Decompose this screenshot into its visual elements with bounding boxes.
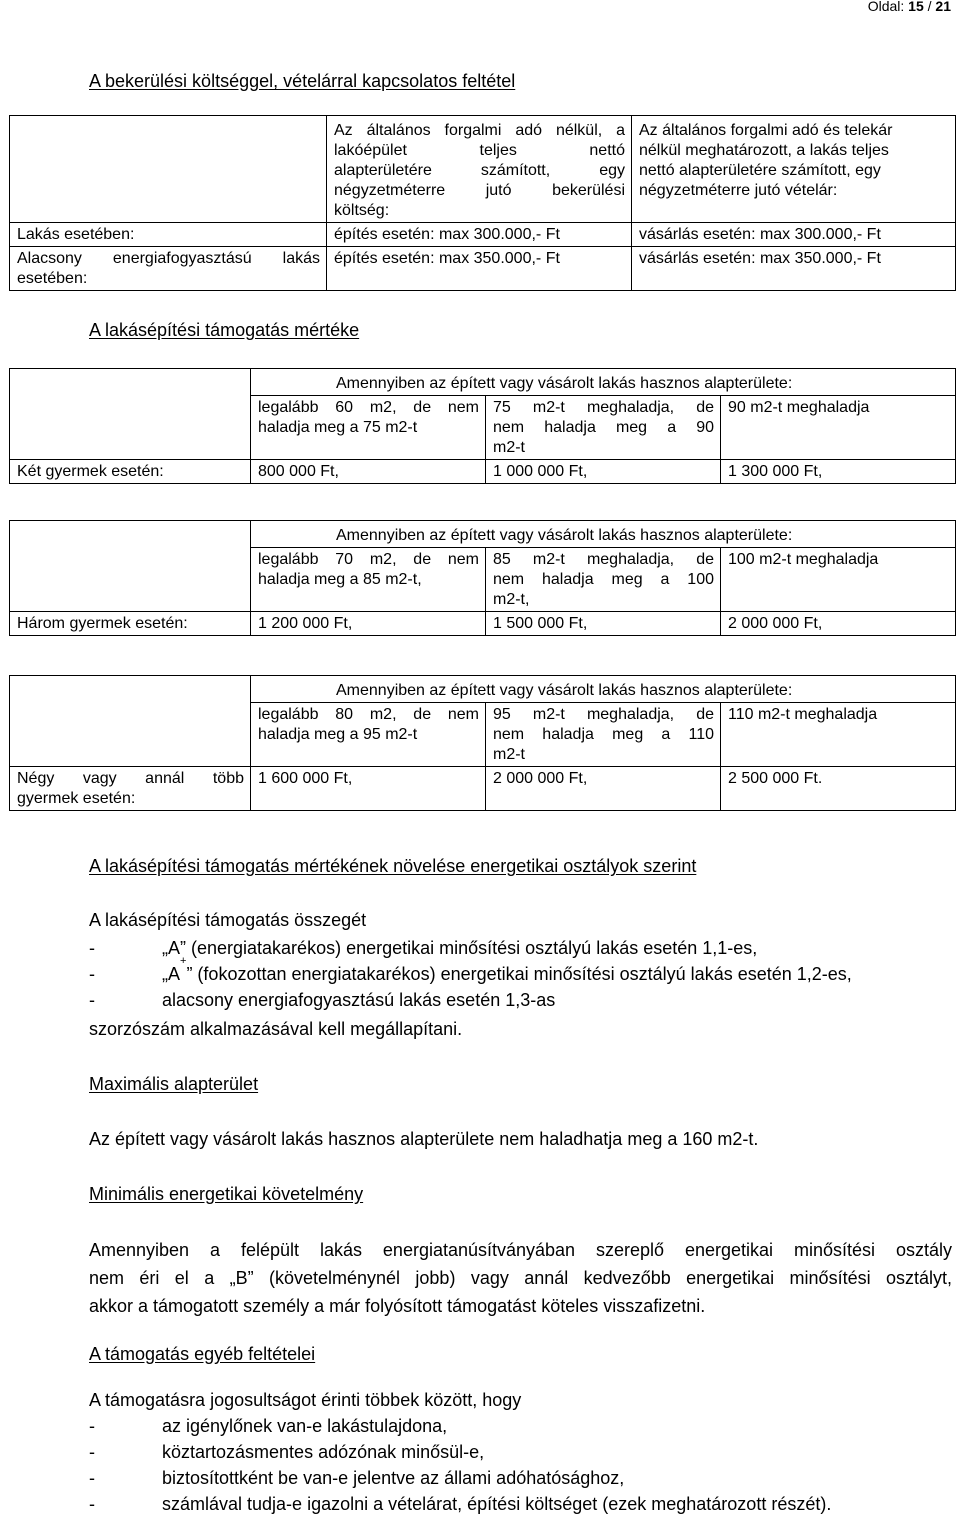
area-range-3: 100 m2-t meghaladja xyxy=(721,548,956,612)
area-header: Amennyiben az épített vagy vásárolt lakás hasznos alapterülete: xyxy=(251,369,956,396)
cost-header-purchase: Az általános forgalmi adó és telekár nélkül meghatározott, a lakás teljes nettó alapterületére számított, egy négyzetméterre jutó vételár: xyxy=(632,116,956,223)
amount-value: 1 500 000 Ft, xyxy=(486,612,721,636)
section-title-max-area: Maximális alapterület xyxy=(89,1074,259,1094)
section-title-other-conditions: A támogatás egyéb feltételei xyxy=(89,1344,316,1364)
list-item: - köztartozásmentes adózónak minősül-e, xyxy=(89,1442,485,1462)
table-row xyxy=(10,767,956,811)
section-title-energy-class: A lakásépítési támogatás mértékének növelése energetikai osztályok szerint xyxy=(89,856,697,876)
other-conditions-intro: A támogatásra jogosultságot érinti többek között, hogy xyxy=(89,1390,522,1410)
table-row xyxy=(10,247,956,291)
price-value: vásárlás esetén: max 300.000,- Ft xyxy=(632,223,956,247)
area-range-3: 110 m2-t meghaladja xyxy=(721,703,956,767)
support-table-three-children xyxy=(9,520,956,636)
row-label: Két gyermek esetén: xyxy=(10,460,251,484)
energy-intro: A lakásépítési támogatás összegét xyxy=(89,910,367,930)
cost-table xyxy=(9,115,956,291)
cost-value: építés esetén: max 300.000,- Ft xyxy=(327,223,632,247)
amount-value: 800 000 Ft, xyxy=(251,460,486,484)
area-range-1: legalább 80 m2, de nem haladja meg a 95 m2-t xyxy=(251,703,486,767)
price-value: vásárlás esetén: max 350.000,- Ft xyxy=(632,247,956,291)
support-table-four-children xyxy=(9,675,956,811)
row-label: Három gyermek esetén: xyxy=(10,612,251,636)
table-row xyxy=(10,116,956,223)
area-header: Amennyiben az épített vagy vásárolt lakás hasznos alapterülete: xyxy=(251,676,956,703)
list-item: - alacsony energiafogyasztású lakás esetén 1,3-as xyxy=(89,990,556,1010)
section-title-min-energy: Minimális energetikai követelmény xyxy=(89,1184,364,1204)
section-title-costs: A bekerülési költséggel, vételárral kapcsolatos feltétel xyxy=(89,71,516,91)
row-label: Alacsony energiafogyasztású lakás esetében: xyxy=(10,247,327,291)
area-range-3: 90 m2-t meghaladja xyxy=(721,396,956,460)
amount-value: 2 500 000 Ft. xyxy=(721,767,956,811)
section-title-support-amount: A lakásépítési támogatás mértéke xyxy=(89,320,360,340)
list-item: - számlával tudja-e igazolni a vételárat, építési költséget (ezek meghatározott részét). xyxy=(89,1494,832,1514)
min-energy-text: Amennyiben a felépült lakás energiatanúsítványában szereplő energetikai minősítési osztály nem éri el a „B” (követelménynél jobb) vagy annál kedvezőbb energetikai minősítési osztályt, akkor a támogatott személy a már folyósított támogatást köteles visszafizetni. xyxy=(89,1240,952,1316)
area-range-2: 85 m2-t meghaladja, de nem haladja meg a 100 m2-t, xyxy=(486,548,721,612)
empty-cell xyxy=(10,369,251,460)
table-row xyxy=(10,369,956,396)
energy-multiplier-list xyxy=(89,935,852,1013)
table-row xyxy=(10,521,956,548)
list-item: - biztosítottként be van-e jelentve az állami adóhatósághoz, xyxy=(89,1468,625,1488)
area-range-1: legalább 60 m2, de nem haladja meg a 75 m2-t xyxy=(251,396,486,460)
empty-cell xyxy=(10,116,327,223)
amount-value: 2 000 000 Ft, xyxy=(721,612,956,636)
amount-value: 2 000 000 Ft, xyxy=(486,767,721,811)
table-row xyxy=(10,223,956,247)
area-range-2: 95 m2-t meghaladja, de nem haladja meg a 110 m2-t xyxy=(486,703,721,767)
row-label: Lakás esetében: xyxy=(10,223,327,247)
area-range-1: legalább 70 m2, de nem haladja meg a 85 m2-t, xyxy=(251,548,486,612)
page-number: Oldal: 15 / 21 xyxy=(867,0,951,14)
max-area-text: Az épített vagy vásárolt lakás hasznos alapterülete nem haladhatja meg a 160 m2-t. xyxy=(89,1129,759,1149)
row-label: Négy vagy annál több gyermek esetén: xyxy=(10,767,251,811)
list-item: - az igénylőnek van-e lakástulajdona, xyxy=(89,1416,448,1436)
table-row xyxy=(10,612,956,636)
amount-value: 1 000 000 Ft, xyxy=(486,460,721,484)
cost-value: építés esetén: max 350.000,- Ft xyxy=(327,247,632,291)
energy-outro: szorzószám alkalmazásával kell megállapítani. xyxy=(89,1019,463,1039)
area-header: Amennyiben az épített vagy vásárolt lakás hasznos alapterülete: xyxy=(251,521,956,548)
list-item: - „A” (energiatakarékos) energetikai minősítési osztályú lakás esetén 1,1-es, xyxy=(89,938,758,958)
cost-header-construction: Az általános forgalmi adó nélkül, a lakóépület teljes nettó alapterületére számított, egy négyzetméterre jutó bekerülési költség: xyxy=(327,116,632,223)
table-row xyxy=(10,676,956,703)
other-conditions-list xyxy=(89,1413,831,1517)
amount-value: 1 200 000 Ft, xyxy=(251,612,486,636)
amount-value: 1 600 000 Ft, xyxy=(251,767,486,811)
area-range-2: 75 m2-t meghaladja, de nem haladja meg a 90 m2-t xyxy=(486,396,721,460)
table-row xyxy=(10,460,956,484)
amount-value: 1 300 000 Ft, xyxy=(721,460,956,484)
empty-cell xyxy=(10,676,251,767)
list-item: - „A + ” (fokozottan energiatakarékos) energetikai minősítési osztályú lakás esetén 1,2-es, xyxy=(89,955,852,984)
empty-cell xyxy=(10,521,251,612)
support-table-two-children xyxy=(9,368,956,484)
